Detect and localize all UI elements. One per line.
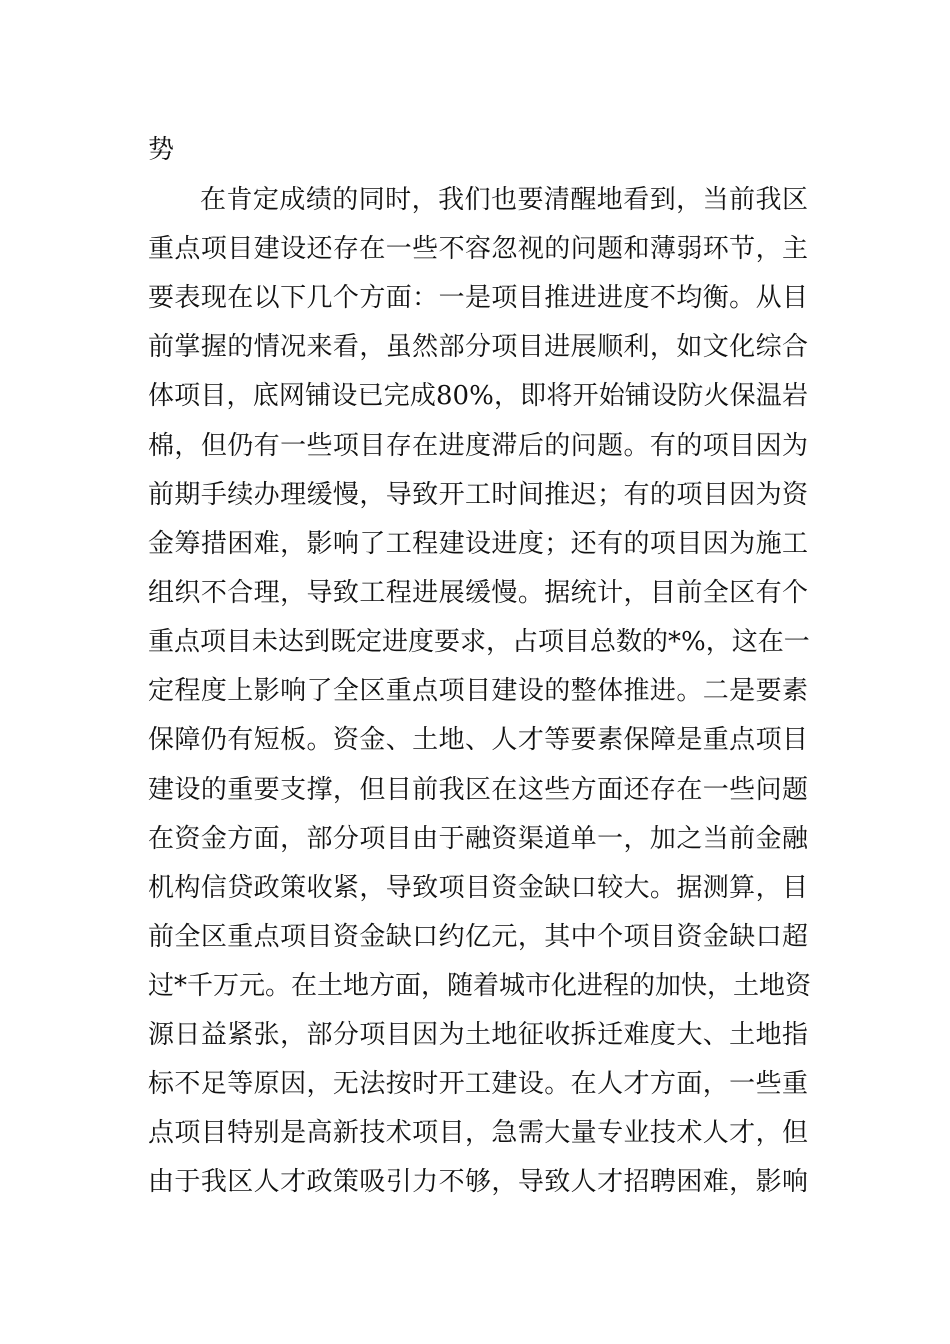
text-line-9: 金筹措困难，影响了工程建设进度；还有的项目因为施工 bbox=[148, 529, 808, 559]
text-line-17: 前全区重点项目资金缺口约亿元，其中个项目资金缺口超 bbox=[148, 922, 808, 952]
text-line-10: 组织不合理，导致工程进展缓慢。据统计，目前全区有个 bbox=[148, 578, 808, 608]
text-line-19: 源日益紧张，部分项目因为土地征收拆迁难度大、土地指 bbox=[148, 1020, 808, 1050]
text-line-8: 前期手续办理缓慢，导致开工时间推迟；有的项目因为资 bbox=[148, 480, 808, 510]
text-line-18: 过*千万元。在土地方面，随着城市化进程的加快，土地资 bbox=[148, 971, 812, 1001]
text-line-13: 保障仍有短板。资金、土地、人才等要素保障是重点项目 bbox=[148, 725, 808, 755]
text-line-20: 标不足等原因，无法按时开工建设。在人才方面，一些重 bbox=[148, 1069, 808, 1099]
text-line-1: 势 bbox=[148, 135, 175, 165]
text-line-21: 点项目特别是高新技术项目，急需大量专业技术人才，但 bbox=[148, 1118, 808, 1148]
text-line-6: 体项目，底网铺设已完成80%，即将开始铺设防火保温岩 bbox=[148, 381, 808, 411]
text-line-2: 在肯定成绩的同时，我们也要清醒地看到，当前我区 bbox=[200, 185, 808, 215]
text-line-5: 前掌握的情况来看，虽然部分项目进展顺利，如文化综合 bbox=[148, 332, 808, 362]
text-line-12: 定程度上影响了全区重点项目建设的整体推进。二是要素 bbox=[148, 676, 808, 706]
text-line-3: 重点项目建设还存在一些不容忽视的问题和薄弱环节，主 bbox=[148, 234, 808, 264]
text-line-4: 要表现在以下几个方面：一是项目推进进度不均衡。从目 bbox=[148, 283, 808, 313]
text-line-15: 在资金方面，部分项目由于融资渠道单一，加之当前金融 bbox=[148, 824, 808, 854]
text-line-22: 由于我区人才政策吸引力不够，导致人才招聘困难，影响 bbox=[148, 1167, 808, 1197]
text-line-14: 建设的重要支撑，但目前我区在这些方面还存在一些问题 bbox=[148, 775, 808, 805]
text-line-11: 重点项目未达到既定进度要求，占项目总数的*%，这在一 bbox=[148, 627, 810, 657]
text-line-16: 机构信贷政策收紧，导致项目资金缺口较大。据测算，目 bbox=[148, 873, 808, 903]
text-line-7: 棉，但仍有一些项目存在进度滞后的问题。有的项目因为 bbox=[148, 431, 808, 461]
